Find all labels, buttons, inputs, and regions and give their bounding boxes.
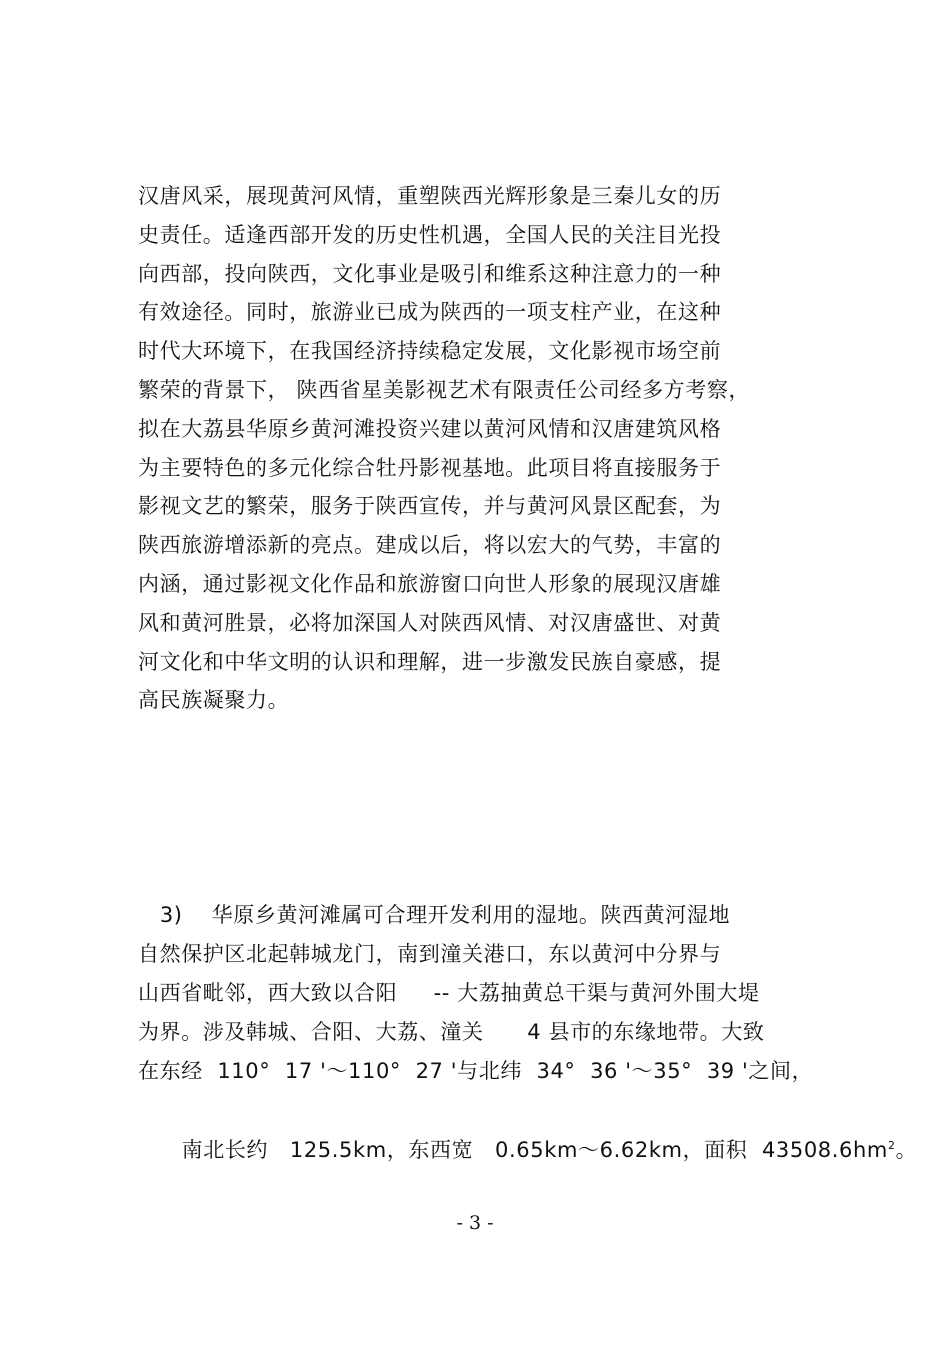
page-number: - 3 - (456, 1212, 494, 1234)
text-line: 为主要特色的多元化综合牡丹影视基地。此项目将直接服务于 (138, 455, 722, 480)
text-line: 史责任。适逢西部开发的历史性机遇，全国人民的关注目光投 (138, 222, 722, 247)
text-line: 拟在大荔县华原乡黄河滩投资兴建以黄河风情和汉唐建筑风格 (138, 416, 722, 441)
text-line: 高民族凝聚力。 (138, 688, 290, 713)
text-line: 向西部，投向陕西，文化事业是吸引和维系这种注意力的一种 (138, 261, 722, 286)
text-line: 3) 华原乡黄河滩属可合理开发利用的湿地。陕西黄河湿地 (138, 903, 731, 927)
text-line: 河文化和中华文明的认识和理解，进一步激发民族自豪感，提 (138, 649, 722, 674)
superscript-2: 2 (887, 1138, 896, 1152)
text-line: 汉唐风采，展现黄河风情，重塑陕西光辉形象是三秦儿女的历 (138, 184, 722, 208)
text-line: 山西省毗邻，西大致以合阳 -- 大荔抽黄总干渠与黄河外围大堤 (138, 981, 760, 1006)
paragraph-1 (138, 177, 858, 720)
text-line: 影视文艺的繁荣，服务于陕西宣传，并与黄河风景区配套，为 (138, 494, 722, 519)
text-line: 繁荣的背景下， 陕西省星美影视艺术有限责任公司经多方考察， (138, 377, 751, 402)
text-line: 陕西旅游增添新的亮点。建成以后，将以宏大的气势，丰富的 (138, 533, 722, 558)
text-line: 时代大环境下，在我国经济持续稳定发展，文化影视市场空前 (138, 339, 722, 364)
text-line: 内涵，通过影视文化作品和旅游窗口向世人形象的展现汉唐雄 (138, 571, 722, 596)
text-line: 自然保护区北起韩城龙门，南到潼关港口，东以黄河中分界与 (138, 942, 722, 967)
last-line-period: 。 (895, 1137, 918, 1162)
text-line: 有效途径。同时，旅游业已成为陕西的一项支柱产业，在这种 (138, 300, 722, 325)
paragraph-2 (138, 896, 918, 1162)
text-line-last (138, 1091, 918, 1162)
last-line-text: 南北长约 125.5km，东西宽 0.65km～6.62km，面积 43508.6hm (181, 1137, 888, 1162)
text-line: 风和黄河胜景，必将加深国人对陕西风情、对汉唐盛世、对黄 (138, 610, 722, 635)
text-line: 为界。涉及韩城、合阳、大荔、潼关 4 县市的东缘地带。大致 (138, 1020, 765, 1045)
text-line: 在东经 110° 17 '～110° 27 '与北纬 34° 36 '～35° 39 '之间， (138, 1059, 814, 1084)
